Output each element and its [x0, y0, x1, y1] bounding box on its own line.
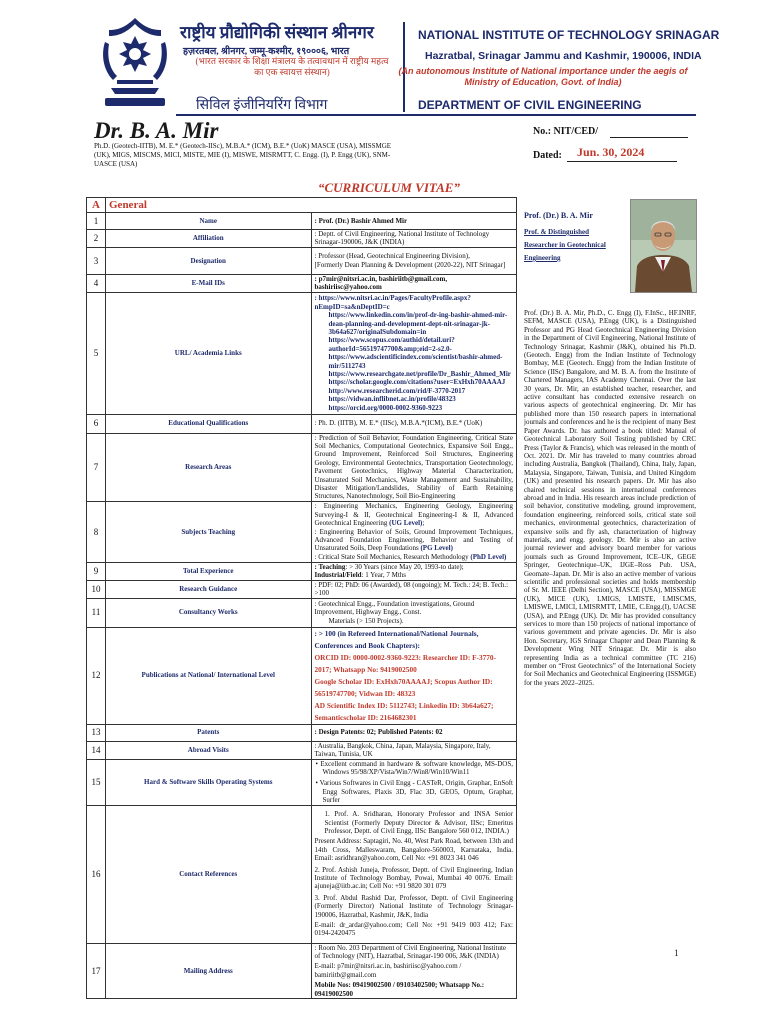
reference-3-email: E-mail: dr_ardar@yahoo.com; Cell No: +91 9419 003 412; Fax: 0194-2420475 [314, 921, 513, 938]
header-divider [176, 114, 696, 116]
skill-bullet-2: • Various Softwares in Civil Engg - CASTeR, Origin, Graphar, EnSoft Engg Softwares, Plaxis 3D, Flac 3D, GEO5, Optum, Graphar, Surfer [315, 779, 513, 805]
row-number: 15 [87, 759, 106, 805]
row-number: 13 [87, 724, 106, 741]
phd-level-label: (PhD Level) [470, 552, 507, 561]
institute-address: Hazratbal, Srinagar Jammu and Kashmir, 190006, INDIA [425, 50, 702, 62]
consultancy-value [311, 598, 517, 627]
designation-former: [Formerly Dean Planning & Development (2020-22), NIT Srinagar] [314, 260, 506, 269]
address-hindi: हज़रतबल, श्रीनगर, जम्मू-कश्मीर, १९०००६, भारत [183, 47, 350, 57]
link-google-scholar[interactable]: https://scholar.google.com/citations?user=ExHxh70AAAAJ [328, 378, 506, 387]
patents-value [311, 724, 517, 741]
row-number: 6 [87, 414, 106, 433]
abroad-value: : Australia, Bangkok, China, Japan, Malaysia, Singapore, Italy, Taiwan, Tunisia, UK [311, 741, 517, 759]
table-row [87, 805, 517, 943]
link-nitsri[interactable]: : https://www.nitsri.ac.in/Pages/FacultyProfile.aspx?nEmpID=sa&nDeptID=c [314, 294, 471, 311]
table-row [87, 433, 517, 501]
biography: Prof. (Dr.) B. A. Mir, Ph.D., C. Engg (I), F.InSc., HF.INRF, SEFM, MASCE (USA), P.Engg (UK), is a Distinguished Professor and PG Head Geotechnical Engineering Division in the Department of Civil Engineering, National Institute of Technology Srinagar, Kashmir (J&K), obtained his Ph.D. (Geotech. Engg) from the Indian Institute of Technology Bombay, M.E (Geotech. Engg) from the Indian Institute of Science (IISc) Bangalore, and M. B. A. from the Institute of Chartered Managers, IAS Academy Chennai. Over the last 30 years, Dr. Mir, an established teacher, researcher, and active consultant has conducted extensive research on various aspects of geotechnical engineering. Dr. Mir has published more than 150 research papers in international journals and conferences and he is the recipient of many Best Paper Awards. Dr. has authored a book titled: Manual of Geotechnical Laboratory Soil Testing published by CRC Press (Taylor & Francis), which was released in the month of Oct. 2021. Dr. Mir has traveled to many countries abroad including Australia, Bangkok (Thailand), China, Italy, Japan, Malaysia, Singapore, Taiwan, Tunisia, and United Kingdom (UK) and presented his research papers. Dr. Mir has also chaired technical sessions in international conferences abroad and in India. His research areas include prediction of soil behavior, constitutive modeling, ground improvement, foundation engineering, reinforced soils, critical state soil mechanics, environmental geotechnics, characterization of expansive soils and fly ash, characterization of highway materials, and engg. geology. Dr. Mir is also an active journal reviewer and advisory board member for various journals such as Ground Improvement, ICE–UK, GEGE Springer, Geotechnique–UK, IJGE–Ross Pub. USA, Geomate–Japan. Dr. Mir is also an active member of various scientific and professional societies and holds membership of Sr. M. IEEE (Delhi Section), MASCE (USA), MISSMGE (UK), MICE (UK), LMIGS, LMISTE, LMISCMS, LMISWE, LMICI, LMISRMTT, LMIE, C.Engg.(I), UACSE (USA), and P.Engg (UK). Dr. Mir has provided consultancy services to more than 150 projects of national importance of various government and private agencies. Dr. Mir is also Hon. Secretary, IGS Srinagar Chapter and Dean Planning & Development Wing NIT Srinagar. Dr. Mir is also representing India as a technical committee (TC 216) member on “Frost Geotechnics” of the International Society for Soil Mechanics and Geotechnical Engineering (ISSMGE) for the years 2022–2025. [524, 309, 696, 687]
row-key-links: URL/ Academia Links [106, 292, 312, 414]
row-key-designation: Designation [106, 247, 312, 274]
patents-count: : Design Patents: 02; Published Patents: 02 [314, 728, 443, 737]
section-letter: A [87, 198, 106, 213]
cv-table [86, 197, 517, 999]
autonomy-note: (An autonomous Institute of National importance under the aegis of Ministry of Education, Govt. of India) [398, 66, 688, 87]
link-scopus[interactable]: https://www.scopus.com/authid/detail.uri?authorId=56519747700&amp;eid=2-s2.0- [328, 336, 455, 353]
subjects-ug-list: : Engineering Mechanics, Engineering Geology, Engineering Surveying-I & II, Geotechnical Engineering-I & II, Advanced Geotechnical Engineering [314, 502, 513, 528]
row-number: 2 [87, 230, 106, 248]
document-title: “CURRICULUM VITAE” [318, 180, 460, 195]
table-row [87, 741, 517, 759]
ug-level-label: (UG Level) [389, 519, 423, 528]
row-number: 4 [87, 274, 106, 292]
references-value [311, 805, 517, 943]
dated-label: Dated: [533, 150, 562, 161]
department-hindi: सिविल इंजीनियरिंग विभाग [196, 98, 328, 113]
profile-photo [630, 199, 697, 293]
pg-level-label: (PG Level) [420, 544, 453, 553]
person-name: Dr. B. A. Mir [94, 118, 219, 143]
reference-1-address: Present Address: Saptagiri, No. 40, West Park Road, between 13th and 14th Cross, Malleswaram, Bangalore-560003, Karnataka, India. Email: asridhran@yahoo.com, Cell No: +91 8023 341 046 [314, 837, 513, 863]
row-key-skills: Hard & Software Skills Operating Systems [106, 759, 312, 805]
research-areas-value: : Prediction of Soil Behavior, Foundation Engineering, Critical State Soil Mechanics, Computational Geotechnics, Expansive Soil Engg., Ground Improvement, Reinforced Soil Structures, Engineering Geology, Environmental Geotechnics, Transportation Geotechnology, Pavement Geotechnics, Highway Material Characterization, Unsaturated Soil Mechanics, Waste Management and Sustainability, Disaster Mitigation/Landslides, Stability of Earth Retaining Structures, Nanotechnology, Soil Bio-Engineering [311, 433, 517, 501]
mailing-email: E-mail: p7mir@nitsri.ac.in, bashiriisc@yahoo.com / bamiriitb@gmail.com [314, 962, 462, 979]
department-name: DEPARTMENT OF CIVIL ENGINEERING [418, 98, 642, 112]
consultancy-line-2: Materials (> 150 Projects). [328, 616, 404, 625]
row-key-guidance: Research Guidance [106, 580, 312, 598]
subjects-phd-list: : Critical State Soil Mechanics, Research Methodology [314, 552, 471, 561]
education-value: : Ph. D. (IITB), M. E.* (IISc), M.B.A.*(ICM), B.E.* (UoK) [311, 414, 517, 433]
table-row [87, 724, 517, 741]
full-name: : Prof. (Dr.) Bashir Ahmed Mir [314, 216, 408, 225]
subjects-phd [315, 553, 514, 561]
subjects-ug [315, 502, 514, 527]
table-row [87, 274, 517, 292]
row-key-email: E-Mail IDs [106, 274, 312, 292]
row-number: 14 [87, 741, 106, 759]
mailing-address: : Room No. 203 Department of Civil Engineering, National Institute of Technology (NIT), Hazratbal, Srinagar-190 006, J&K (INDIA) [314, 943, 506, 960]
table-row [87, 230, 517, 248]
row-key-consultancy: Consultancy Works [106, 598, 312, 627]
row-number: 7 [87, 433, 106, 501]
row-number: 5 [87, 292, 106, 414]
link-researcherid[interactable]: http://www.researcherid.com/rid/F-3770-2017 [328, 386, 466, 395]
publications-count: : > 100 (in Refereed International/National Journals, Conferences and Book Chapters): [314, 628, 479, 650]
row-key-subjects: Subjects Teaching [106, 501, 312, 562]
table-row [87, 759, 517, 805]
experience-value [311, 562, 517, 580]
table-row [87, 580, 517, 598]
profile-photo-illustration [631, 200, 696, 292]
industrial-label: Industrial/Field [314, 571, 362, 580]
row-number: 17 [87, 943, 106, 998]
row-key-research-areas: Research Areas [106, 433, 312, 501]
reference-number: No.: NIT/CED/ [533, 126, 599, 137]
email-addresses[interactable]: : p7mir@nitsri.ac.in, bashiriitb@gmail.com, bashiriisc@yahoo.com [314, 274, 448, 292]
nit-srinagar-logo [95, 14, 175, 112]
section-header-row [87, 198, 517, 213]
row-number: 12 [87, 627, 106, 724]
affiliation-value: : Deptt. of Civil Engineering, National Institute of Technology Srinagar-190006, J&K (INDIA) [311, 230, 517, 248]
links-value [311, 292, 517, 414]
page-number: 1 [674, 948, 679, 958]
reference-number-line [610, 137, 688, 138]
industrial-years: : 1 Year, 7 Mths [361, 571, 407, 580]
teaching-years: : > 30 Years (since May 20, 1993-to date); [345, 562, 464, 571]
mailing-phone: Mobile Nos: 09419002500 / 09103402500; Whatsapp No.: 09419002500 [314, 981, 485, 998]
row-number: 8 [87, 501, 106, 562]
person-qualifications: Ph.D. (Geotech-IITB), M. E.* (Geotech-IISc), M.B.A.* (ICM), B.E.* (UoK) MASCE (USA), MISSMGE (UK), MIGS, MISCMS, MICI, MISTE, MIE (I), MISWE, MISRMTT, C. Engg. (I), P. Engg (UK), SNM-UASCE (USA) [94, 142, 392, 168]
designation-value [311, 247, 517, 274]
table-row [87, 943, 517, 998]
row-number: 1 [87, 213, 106, 230]
link-researchgate[interactable]: https://www.researchgate.net/profile/Dr_Bashir_Ahmed_Mir [328, 369, 511, 378]
institute-name-hindi: राष्ट्रीय प्रौद्योगिकी संस्थान श्रीनगर [180, 23, 374, 42]
row-number: 11 [87, 598, 106, 627]
link-adscientificindex[interactable]: https://www.adscientificindex.com/scientist/bashir-ahmed-mir/5112743 [328, 353, 503, 370]
skill-hardware: Excellent command in hardware & software knowledge, MS-DOS, Windows 95/98/XP/Vista/Win7/Win8/Win10/Win11 [320, 759, 514, 776]
reference-3: 3. Prof. Abdul Rashid Dar, Professor, Deptt. of Civil Engineering (Formerly Director) National Institute of Technology Srinagar-190006, Hazratbal, Kashmir, J&K, India [314, 893, 513, 919]
table-row [87, 213, 517, 230]
reference-2: 2. Prof. Ashish Juneja, Professor, Deptt. of Civil Engineering, Indian Institute of Technology Bombay, Powai, Mumbai 40 0076. Email: ajuneja@iitb.ac.in; Cell No: +91 9820 301 079 [314, 865, 513, 891]
row-key-abroad: Abroad Visits [106, 741, 312, 759]
guidance-value: : PDF: 02; PhD: 06 (Awarded), 08 (ongoing); M. Tech.: 24; B. Tech.: >100 [311, 580, 517, 598]
row-number: 3 [87, 247, 106, 274]
teaching-label: : Teaching [314, 562, 346, 571]
skills-value [311, 759, 517, 805]
table-row [87, 501, 517, 562]
consultancy-line-1: : Geotechnical Engg., Foundation investigations, Ground Improvement, Highway Engg., Const. [314, 600, 475, 617]
row-number: 16 [87, 805, 106, 943]
skill-bullet-1: • Excellent command in hardware & software knowledge, MS-DOS, Windows 95/98/XP/Vista/Win7/Win8/Win10/Win11 [315, 759, 514, 776]
table-row [87, 414, 517, 433]
institute-name: NATIONAL INSTITUTE OF TECHNOLOGY SRINAGAR [418, 28, 720, 42]
table-row [87, 598, 517, 627]
table-row [87, 292, 517, 414]
subjects-value [311, 501, 517, 562]
table-row [87, 627, 517, 724]
skill-software: Various Softwares in Civil Engg - CASTeR, Origin, Graphar, EnSoft Engg Softwares, Plaxis 3D, Flac 3D, GEO5, Optum, Graphar, Surfer [319, 779, 513, 805]
publication-ids-2: Google Scholar ID: ExHxh70AAAAJ; Scopus Author ID: 56519747700; Vidwan ID: 48323 [314, 676, 493, 698]
ug-end: ; [422, 519, 425, 528]
publication-ids-1: ORCID ID: 0000-0002-9360-9223: Researcher ID: F-3770-2017; Whatsapp No: 9419002500 [314, 652, 497, 674]
row-number: 9 [87, 562, 106, 580]
designation-current: : Professor (Head, Geotechnical Engineering Division), [314, 252, 470, 261]
sidebar-role: Prof. & Distinguished Researcher in Geotechnical Engineering [524, 228, 606, 262]
email-value [311, 274, 517, 292]
mailing-value [311, 943, 517, 998]
row-key-publications: Publications at National/ International Level [106, 627, 312, 724]
link-linkedin[interactable]: https://www.linkedin.com/in/prof-dr-ing-bashir-ahmed-mir-dean-planning-and-development-dept-nit-srinagar-jk-3b64a627/originalSubdomain=in [328, 311, 508, 336]
name-value [311, 213, 517, 230]
row-key-patents: Patents [106, 724, 312, 741]
publications-value [311, 627, 517, 724]
document-date: Jun. 30, 2024 [577, 145, 645, 159]
publication-ids-3: AD Scientific Index ID: 5112743; Linkedin ID: 3b64a627; Semanticscholar ID: 2164682301 [314, 700, 494, 722]
link-vidwan[interactable]: https://vidwan.inflibnet.ac.in/profile/48323 [328, 395, 456, 404]
row-number: 10 [87, 580, 106, 598]
reference-1: 1. Prof. A. Sridharan, Honorary Professor and INSA Senior Scientist (Formerly Deputy Director & Advisor, IISc; Emeritus Professor, Deptt. of Civil Engg, IISc Bangalore 560 012, INDIA.) [324, 810, 513, 835]
sidebar-title [524, 209, 614, 265]
row-key-affiliation: Affiliation [106, 230, 312, 248]
row-key-education: Educational Qualifications [106, 414, 312, 433]
row-key-references: Contact References [106, 805, 312, 943]
row-key-name: Name [106, 213, 312, 230]
row-key-experience: Total Experience [106, 562, 312, 580]
sidebar-name: Prof. (Dr.) B. A. Mir [524, 211, 593, 220]
subjects-pg [315, 528, 514, 553]
table-row [87, 562, 517, 580]
subjects-pg-list: : Engineering Behavior of Soils, Ground Improvement Techniques, Advanced Foundation Engineering, Behavior and Testing of Unsaturated Soils, Deep Foundations [314, 527, 513, 553]
table-row [87, 247, 517, 274]
section-title: General [106, 198, 517, 213]
autonomy-note-hindi: (भारत सरकार के शिक्षा मंत्रालय के तत्वावधान में राष्ट्रीय महत्व का एक स्वायत्त संस्थान) [195, 56, 389, 77]
link-orcid[interactable]: https://orcid.org/0000-0002-9360-9223 [328, 403, 443, 412]
date-line [567, 161, 677, 162]
row-key-mailing: Mailing Address [106, 943, 312, 998]
